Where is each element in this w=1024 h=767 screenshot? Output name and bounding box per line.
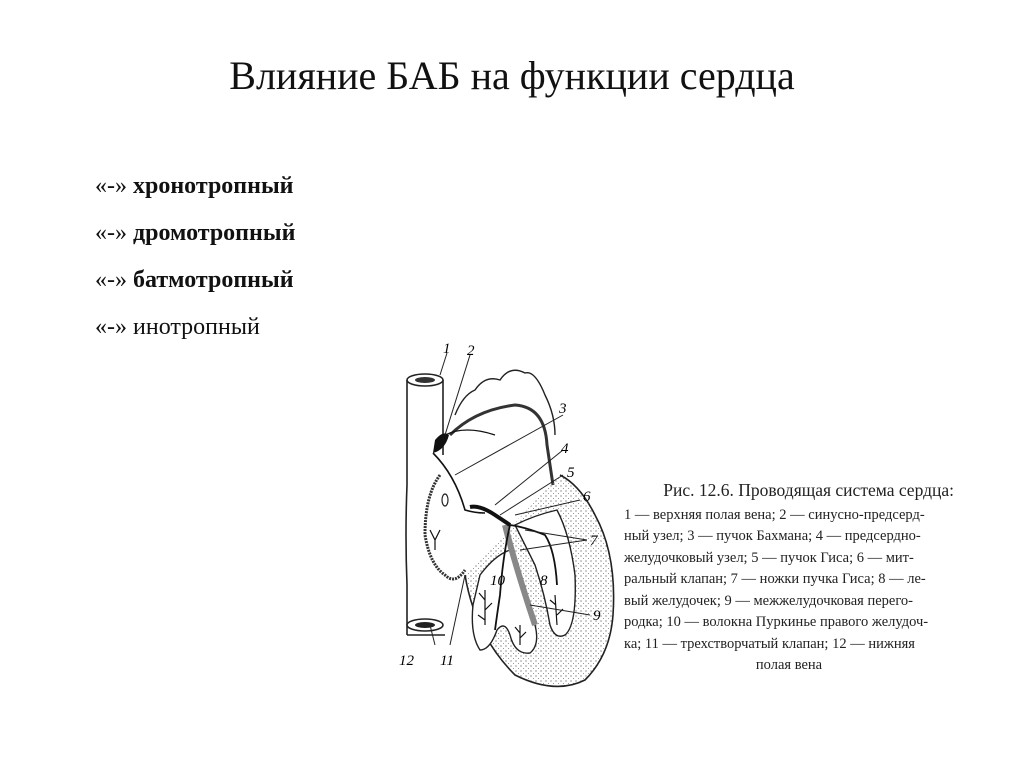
caption-line: 1 — верхняя полая вена; 2 — синусно-предсерд- — [624, 506, 925, 523]
effects-list — [95, 163, 295, 351]
caption-line: ка; 11 — трехстворчатый клапан; 12 — нижняя — [624, 635, 915, 652]
label-9: 9 — [593, 608, 601, 624]
label-3: 3 — [559, 401, 567, 417]
effect-label: инотропный — [133, 314, 260, 340]
effect-sign: «-» — [95, 173, 127, 199]
heart-diagram — [385, 335, 625, 695]
label-4: 4 — [561, 441, 569, 457]
effect-sign: «-» — [95, 220, 127, 246]
heart-conduction-illustration — [385, 335, 625, 695]
caption-line: желудочковый узел; 5 — пучок Гиса; 6 — мит- — [624, 549, 914, 566]
effect-label: хронотропный — [133, 173, 294, 199]
effect-item-dromotropic — [95, 210, 295, 257]
figure-caption — [624, 480, 954, 677]
label-8: 8 — [540, 573, 548, 589]
caption-line: вый желудочек; 9 — межжелудочковая перего- — [624, 592, 913, 609]
caption-body — [624, 505, 954, 677]
effect-sign: «-» — [95, 314, 127, 340]
caption-title: Рис. 12.6. Проводящая система сердца: — [663, 480, 954, 500]
effect-label: батмотропный — [133, 267, 294, 293]
label-7: 7 — [590, 533, 598, 549]
effect-item-chronotropic — [95, 163, 295, 210]
label-6: 6 — [583, 489, 591, 505]
caption-line: полая вена — [755, 657, 823, 673]
label-11: 11 — [440, 653, 454, 669]
label-12: 12 — [399, 653, 414, 669]
caption-line: родка; 10 — волокна Пуркинье правого желудоч- — [624, 614, 929, 630]
label-5: 5 — [567, 465, 575, 481]
label-1: 1 — [443, 341, 451, 357]
label-10: 10 — [490, 573, 505, 589]
caption-line: ральный клапан; 7 — ножки пучка Гиса; 8 — ле- — [624, 571, 926, 587]
effect-sign: «-» — [95, 267, 127, 293]
slide-title: Влияние БАБ на функции сердца — [229, 53, 795, 98]
label-2: 2 — [467, 343, 475, 359]
caption-line: ный узел; 3 — пучок Бахмана; 4 — предсердно- — [624, 528, 921, 544]
effect-item-inotropic — [95, 304, 295, 351]
effect-label: дромотропный — [133, 220, 296, 246]
effect-item-bathmotropic — [95, 257, 295, 304]
